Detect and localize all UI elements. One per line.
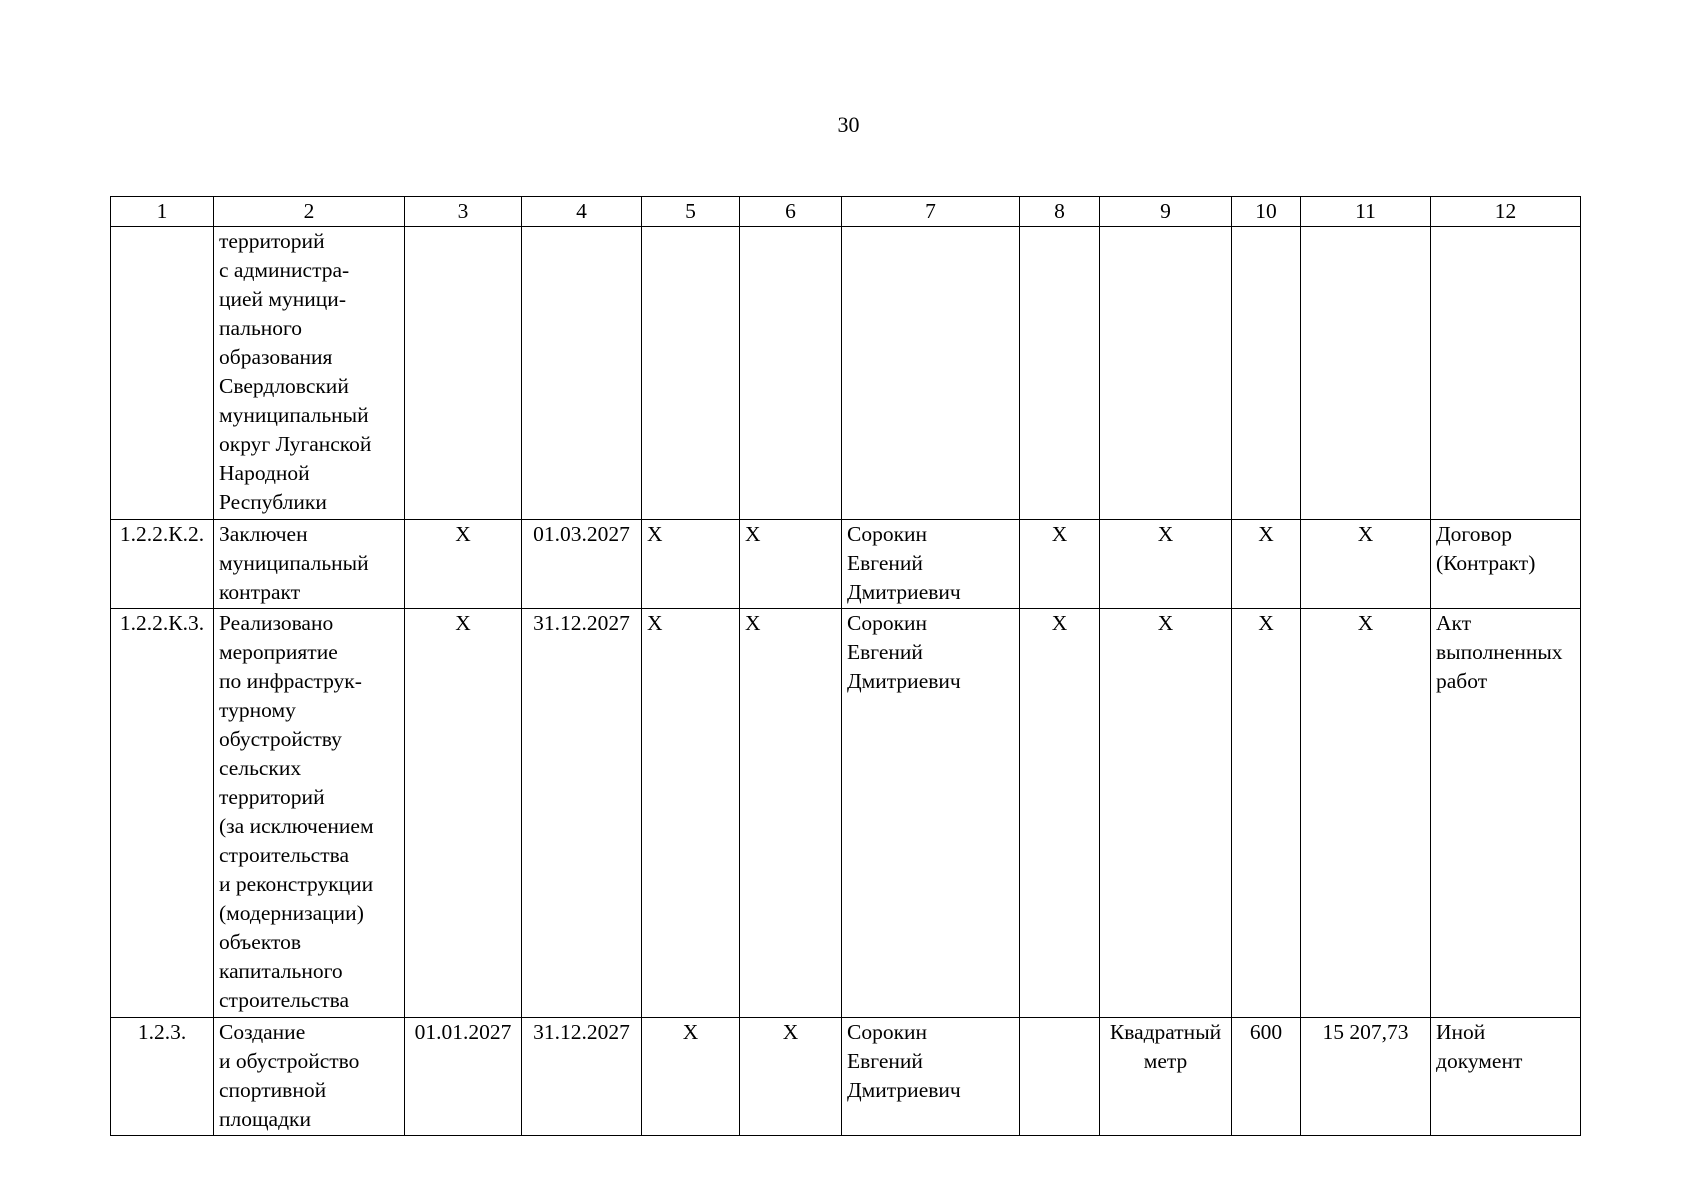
table-cell: X [1020, 609, 1100, 1018]
table-cell: территорий с администра- цией муници- пального образования Свердловский муниципальный округ Луганской Народной Республики [214, 227, 405, 520]
table-cell: X [1232, 609, 1301, 1018]
plan-table [110, 196, 1581, 1136]
table-cell: Сорокин Евгений Дмитриевич [842, 1018, 1020, 1136]
table-cell [1020, 1018, 1100, 1136]
table-cell: 1.2.3. [111, 1018, 214, 1136]
table-cell: Создание и обустройство спортивной площадки [214, 1018, 405, 1136]
column-header: 6 [740, 197, 842, 227]
table-cell: Квадратный метр [1100, 1018, 1232, 1136]
table-cell: X [405, 609, 522, 1018]
column-header: 7 [842, 197, 1020, 227]
table-cell: 31.12.2027 [522, 609, 642, 1018]
table-cell: Реализовано мероприятие по инфраструк- турному обустройству сельских территорий (за исключением строительства и реконструкции (модернизации) объектов капитального строительства [214, 609, 405, 1018]
table-cell: X [642, 1018, 740, 1136]
column-header: 11 [1301, 197, 1431, 227]
column-header: 5 [642, 197, 740, 227]
table-cell: 600 [1232, 1018, 1301, 1136]
table-cell: X [1020, 520, 1100, 609]
table-cell [740, 227, 842, 520]
table-cell [1020, 227, 1100, 520]
table-cell: X [642, 520, 740, 609]
table-cell: X [405, 520, 522, 609]
column-header: 2 [214, 197, 405, 227]
column-header: 8 [1020, 197, 1100, 227]
table-cell: 1.2.2.К.3. [111, 609, 214, 1018]
table-cell: Договор (Контракт) [1431, 520, 1581, 609]
table-cell: X [642, 609, 740, 1018]
table-cell [405, 227, 522, 520]
header-row [111, 197, 1581, 227]
column-header: 4 [522, 197, 642, 227]
table-row [111, 520, 1581, 609]
table-cell [1301, 227, 1431, 520]
table-row [111, 227, 1581, 520]
column-header: 12 [1431, 197, 1581, 227]
table-cell: X [1100, 520, 1232, 609]
table-cell: Иной документ [1431, 1018, 1581, 1136]
table-cell: 01.01.2027 [405, 1018, 522, 1136]
table-cell: Заключен муниципальный контракт [214, 520, 405, 609]
table-cell: 31.12.2027 [522, 1018, 642, 1136]
table-cell: X [1301, 520, 1431, 609]
column-header: 9 [1100, 197, 1232, 227]
table-cell: 15 207,73 [1301, 1018, 1431, 1136]
table-cell: X [1301, 609, 1431, 1018]
table-cell: Сорокин Евгений Дмитриевич [842, 520, 1020, 609]
page-number: 30 [837, 112, 860, 137]
table-cell [1100, 227, 1232, 520]
table-row [111, 1018, 1581, 1136]
table-cell: Сорокин Евгений Дмитриевич [842, 609, 1020, 1018]
table-cell [1431, 227, 1581, 520]
table-cell [111, 227, 214, 520]
table-cell: X [740, 520, 842, 609]
table-cell: 01.03.2027 [522, 520, 642, 609]
column-header: 3 [405, 197, 522, 227]
table-cell [842, 227, 1020, 520]
table-row [111, 609, 1581, 1018]
table-cell: X [740, 609, 842, 1018]
table-cell [1232, 227, 1301, 520]
table-cell: Акт выполненных работ [1431, 609, 1581, 1018]
table-cell: X [1100, 609, 1232, 1018]
table-cell [522, 227, 642, 520]
column-header: 1 [111, 197, 214, 227]
column-header: 10 [1232, 197, 1301, 227]
table-cell [642, 227, 740, 520]
table-cell: 1.2.2.К.2. [111, 520, 214, 609]
table-cell: X [1232, 520, 1301, 609]
table-cell: X [740, 1018, 842, 1136]
